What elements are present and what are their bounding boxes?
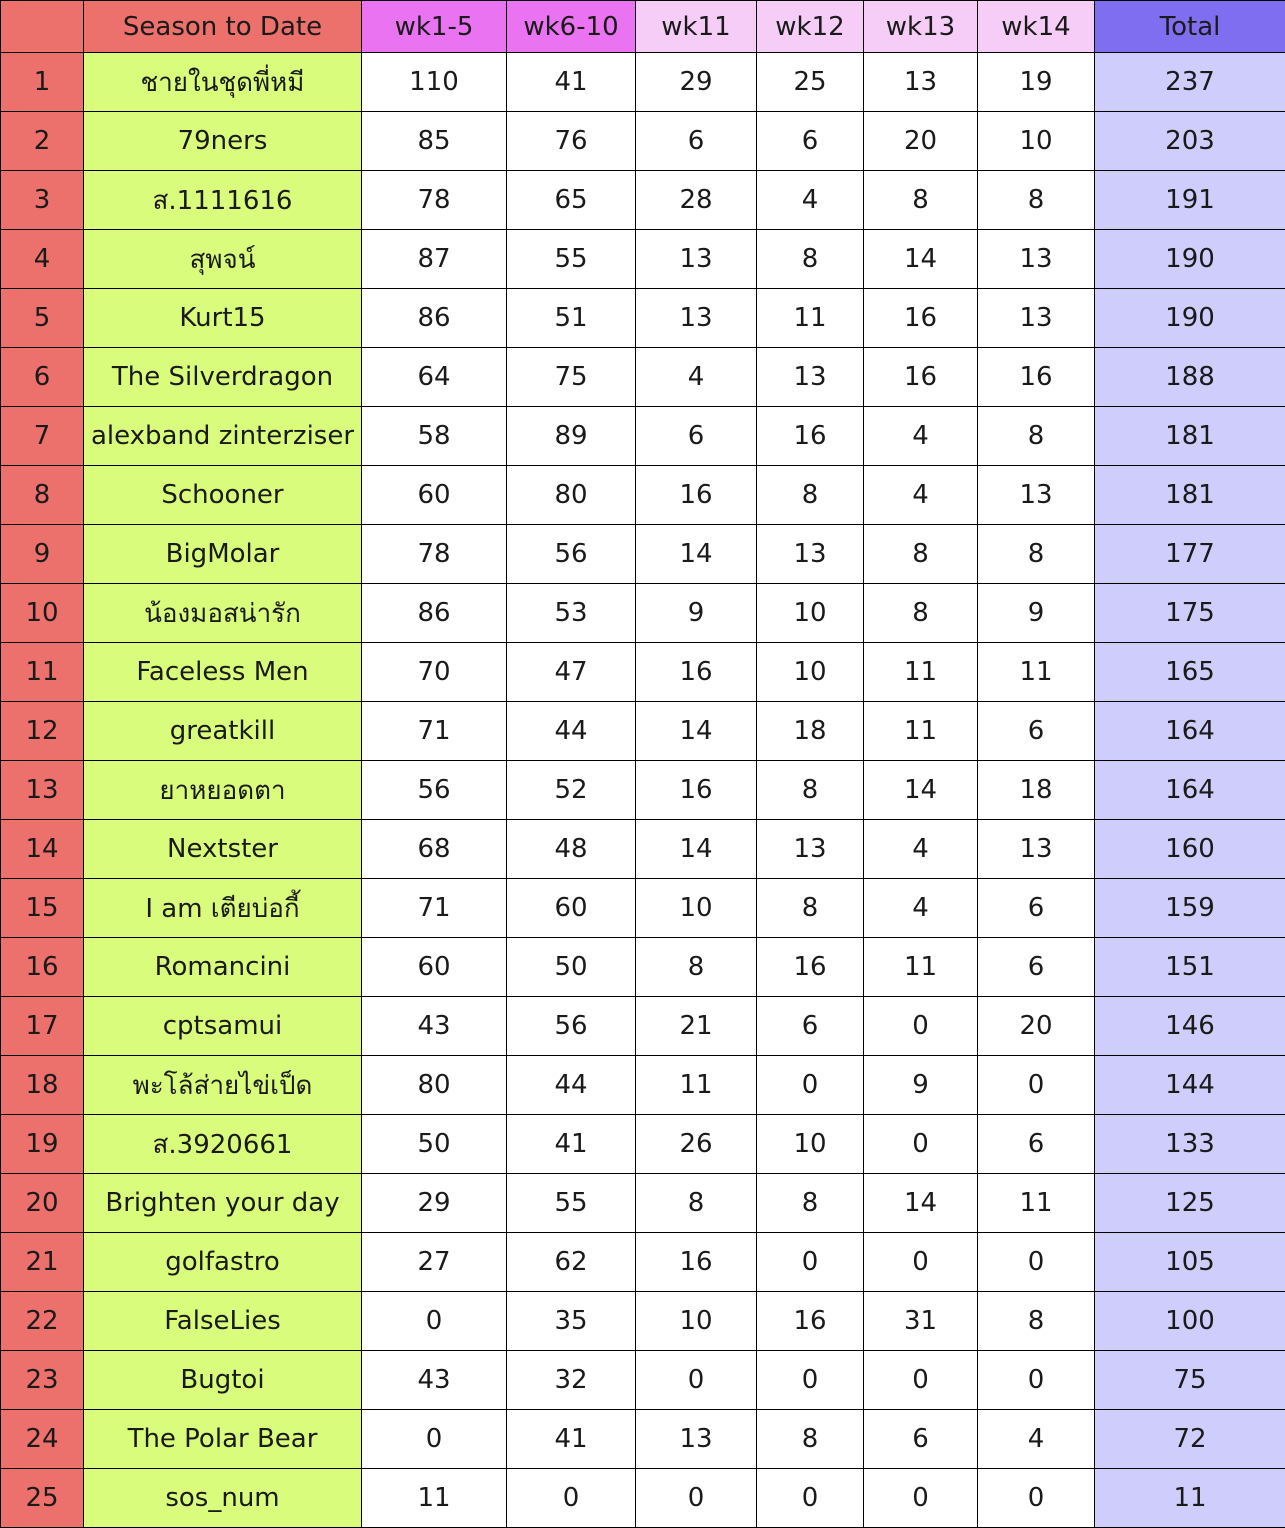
wk11-score-cell: 14	[636, 702, 757, 761]
rank-cell: 17	[1, 997, 84, 1056]
table-row	[1, 348, 1285, 407]
wk6-10-score-cell: 41	[507, 53, 636, 112]
wk11-score-cell: 16	[636, 1233, 757, 1292]
total-cell: 144	[1095, 1056, 1285, 1115]
wk6-10-score-cell: 56	[507, 997, 636, 1056]
total-cell: 191	[1095, 171, 1285, 230]
rank-cell: 2	[1, 112, 84, 171]
rank-cell: 11	[1, 643, 84, 702]
table-row	[1, 466, 1285, 525]
table-row	[1, 761, 1285, 820]
wk6-10-score-cell: 55	[507, 1174, 636, 1233]
total-cell: 75	[1095, 1351, 1285, 1410]
team-name-cell: Brighten your day	[84, 1174, 362, 1233]
wk11-score-cell: 16	[636, 466, 757, 525]
wk1-5-score-cell: 50	[362, 1115, 507, 1174]
wk12-score-cell: 8	[757, 466, 864, 525]
team-name-cell: Bugtoi	[84, 1351, 362, 1410]
wk12-score-cell: 13	[757, 348, 864, 407]
wk12-score-cell: 8	[757, 761, 864, 820]
wk14-score-cell: 8	[978, 1292, 1095, 1351]
wk12-score-cell: 25	[757, 53, 864, 112]
table-row	[1, 289, 1285, 348]
total-cell: 190	[1095, 289, 1285, 348]
wk12-score-cell: 4	[757, 171, 864, 230]
table-row	[1, 1056, 1285, 1115]
total-cell: 164	[1095, 702, 1285, 761]
team-name-cell: BigMolar	[84, 525, 362, 584]
wk6-10-score-cell: 44	[507, 1056, 636, 1115]
wk1-5-score-cell: 85	[362, 112, 507, 171]
total-cell: 160	[1095, 820, 1285, 879]
table-row	[1, 1469, 1285, 1528]
wk1-5-score-cell: 60	[362, 938, 507, 997]
wk1-5-score-cell: 78	[362, 525, 507, 584]
team-name-cell: ชายในชุดพี่หมี	[84, 53, 362, 112]
wk12-score-cell: 0	[757, 1351, 864, 1410]
table-body	[1, 53, 1285, 1528]
wk12-score-cell: 16	[757, 407, 864, 466]
rank-cell: 3	[1, 171, 84, 230]
total-cell: 11	[1095, 1469, 1285, 1528]
team-name-cell: greatkill	[84, 702, 362, 761]
total-header: Total	[1095, 1, 1285, 53]
table-row	[1, 1292, 1285, 1351]
wk12-score-cell: 11	[757, 289, 864, 348]
wk11-score-cell: 10	[636, 1292, 757, 1351]
rank-cell: 8	[1, 466, 84, 525]
wk14-score-cell: 18	[978, 761, 1095, 820]
wk12-score-cell: 6	[757, 997, 864, 1056]
wk6-10-score-cell: 60	[507, 879, 636, 938]
total-cell: 105	[1095, 1233, 1285, 1292]
wk14-score-cell: 9	[978, 584, 1095, 643]
team-name-cell: FalseLies	[84, 1292, 362, 1351]
wk1-5-score-cell: 64	[362, 348, 507, 407]
wk14-score-cell: 0	[978, 1056, 1095, 1115]
team-name-cell: Romancini	[84, 938, 362, 997]
wk11-score-cell: 29	[636, 53, 757, 112]
wk14-score-cell: 13	[978, 289, 1095, 348]
rank-cell: 18	[1, 1056, 84, 1115]
season-to-date-header: Season to Date	[84, 1, 362, 53]
wk13-score-cell: 6	[864, 1410, 978, 1469]
rank-cell: 9	[1, 525, 84, 584]
wk12-score-cell: 0	[757, 1469, 864, 1528]
wk11-score-cell: 14	[636, 820, 757, 879]
wk11-score-cell: 13	[636, 1410, 757, 1469]
wk11-score-cell: 6	[636, 112, 757, 171]
table-row	[1, 1233, 1285, 1292]
wk13-score-cell: 11	[864, 938, 978, 997]
wk14-score-cell: 0	[978, 1469, 1095, 1528]
team-name-cell: Schooner	[84, 466, 362, 525]
wk11-score-cell: 21	[636, 997, 757, 1056]
wk13-score-cell: 0	[864, 1233, 978, 1292]
wk14-score-cell: 6	[978, 702, 1095, 761]
wk1-5-score-cell: 87	[362, 230, 507, 289]
wk14-score-cell: 19	[978, 53, 1095, 112]
wk11-score-cell: 16	[636, 761, 757, 820]
wk1-5-score-cell: 60	[362, 466, 507, 525]
total-cell: 133	[1095, 1115, 1285, 1174]
rank-cell: 25	[1, 1469, 84, 1528]
total-cell: 203	[1095, 112, 1285, 171]
wk11-score-cell: 11	[636, 1056, 757, 1115]
wk14-score-cell: 6	[978, 1115, 1095, 1174]
wk14-score-cell: 11	[978, 1174, 1095, 1233]
total-cell: 177	[1095, 525, 1285, 584]
rank-cell: 16	[1, 938, 84, 997]
wk6-10-score-cell: 76	[507, 112, 636, 171]
wk11-header: wk11	[636, 1, 757, 53]
wk13-score-cell: 0	[864, 1351, 978, 1410]
rank-cell: 19	[1, 1115, 84, 1174]
wk6-10-score-cell: 47	[507, 643, 636, 702]
rank-header	[1, 1, 84, 53]
wk6-10-score-cell: 80	[507, 466, 636, 525]
wk1-5-score-cell: 11	[362, 1469, 507, 1528]
wk6-10-score-cell: 50	[507, 938, 636, 997]
wk1-5-score-cell: 86	[362, 289, 507, 348]
wk13-score-cell: 0	[864, 997, 978, 1056]
wk1-5-score-cell: 27	[362, 1233, 507, 1292]
team-name-cell: Kurt15	[84, 289, 362, 348]
rank-cell: 24	[1, 1410, 84, 1469]
wk6-10-score-cell: 51	[507, 289, 636, 348]
wk6-10-score-cell: 62	[507, 1233, 636, 1292]
total-cell: 151	[1095, 938, 1285, 997]
wk1-5-score-cell: 0	[362, 1410, 507, 1469]
wk6-10-score-cell: 0	[507, 1469, 636, 1528]
wk14-score-cell: 8	[978, 525, 1095, 584]
table-row	[1, 112, 1285, 171]
wk11-score-cell: 9	[636, 584, 757, 643]
rank-cell: 5	[1, 289, 84, 348]
total-cell: 175	[1095, 584, 1285, 643]
wk6-10-score-cell: 48	[507, 820, 636, 879]
wk12-score-cell: 8	[757, 879, 864, 938]
wk6-10-score-cell: 55	[507, 230, 636, 289]
team-name-cell: cptsamui	[84, 997, 362, 1056]
team-name-cell: 79ners	[84, 112, 362, 171]
table-row	[1, 702, 1285, 761]
wk13-score-cell: 8	[864, 525, 978, 584]
wk1-5-score-cell: 68	[362, 820, 507, 879]
team-name-cell: I am เตียบ่อกี้	[84, 879, 362, 938]
total-cell: 100	[1095, 1292, 1285, 1351]
wk12-score-cell: 8	[757, 1410, 864, 1469]
wk13-header: wk13	[864, 1, 978, 53]
wk13-score-cell: 16	[864, 348, 978, 407]
wk12-score-cell: 16	[757, 1292, 864, 1351]
wk12-score-cell: 8	[757, 1174, 864, 1233]
team-name-cell: sos_num	[84, 1469, 362, 1528]
wk14-score-cell: 6	[978, 938, 1095, 997]
wk1-5-score-cell: 0	[362, 1292, 507, 1351]
wk14-score-cell: 6	[978, 879, 1095, 938]
wk13-score-cell: 4	[864, 820, 978, 879]
rank-cell: 14	[1, 820, 84, 879]
wk13-score-cell: 20	[864, 112, 978, 171]
wk11-score-cell: 4	[636, 348, 757, 407]
table-row	[1, 879, 1285, 938]
table-row	[1, 525, 1285, 584]
wk13-score-cell: 11	[864, 643, 978, 702]
wk13-score-cell: 14	[864, 1174, 978, 1233]
total-cell: 190	[1095, 230, 1285, 289]
wk11-score-cell: 14	[636, 525, 757, 584]
rank-cell: 4	[1, 230, 84, 289]
wk14-score-cell: 8	[978, 171, 1095, 230]
wk6-10-score-cell: 65	[507, 171, 636, 230]
wk6-10-score-cell: 52	[507, 761, 636, 820]
wk1-5-score-cell: 29	[362, 1174, 507, 1233]
wk1-5-score-cell: 80	[362, 1056, 507, 1115]
wk12-score-cell: 10	[757, 584, 864, 643]
wk1-5-header: wk1-5	[362, 1, 507, 53]
wk6-10-header: wk6-10	[507, 1, 636, 53]
table-row	[1, 53, 1285, 112]
table-row	[1, 997, 1285, 1056]
wk12-score-cell: 13	[757, 525, 864, 584]
team-name-cell: พะโล้ส่ายไข่เป็ด	[84, 1056, 362, 1115]
wk13-score-cell: 4	[864, 466, 978, 525]
rank-cell: 15	[1, 879, 84, 938]
wk14-score-cell: 16	[978, 348, 1095, 407]
wk11-score-cell: 0	[636, 1469, 757, 1528]
rank-cell: 10	[1, 584, 84, 643]
rank-cell: 23	[1, 1351, 84, 1410]
table-row	[1, 1410, 1285, 1469]
team-name-cell: Nextster	[84, 820, 362, 879]
wk13-score-cell: 31	[864, 1292, 978, 1351]
wk13-score-cell: 0	[864, 1115, 978, 1174]
wk14-score-cell: 0	[978, 1351, 1095, 1410]
total-cell: 146	[1095, 997, 1285, 1056]
wk11-score-cell: 13	[636, 230, 757, 289]
team-name-cell: Faceless Men	[84, 643, 362, 702]
team-name-cell: ส.1111616	[84, 171, 362, 230]
wk13-score-cell: 9	[864, 1056, 978, 1115]
table-row	[1, 171, 1285, 230]
table-row	[1, 230, 1285, 289]
rank-cell: 12	[1, 702, 84, 761]
total-cell: 181	[1095, 407, 1285, 466]
wk12-score-cell: 16	[757, 938, 864, 997]
header-row	[1, 1, 1285, 53]
wk1-5-score-cell: 70	[362, 643, 507, 702]
total-cell: 165	[1095, 643, 1285, 702]
wk1-5-score-cell: 56	[362, 761, 507, 820]
wk1-5-score-cell: 86	[362, 584, 507, 643]
wk14-score-cell: 20	[978, 997, 1095, 1056]
team-name-cell: The Silverdragon	[84, 348, 362, 407]
rank-cell: 22	[1, 1292, 84, 1351]
wk11-score-cell: 8	[636, 938, 757, 997]
wk13-score-cell: 14	[864, 230, 978, 289]
wk1-5-score-cell: 78	[362, 171, 507, 230]
team-name-cell: ยาหยอดตา	[84, 761, 362, 820]
total-cell: 181	[1095, 466, 1285, 525]
total-cell: 125	[1095, 1174, 1285, 1233]
rank-cell: 6	[1, 348, 84, 407]
rank-cell: 13	[1, 761, 84, 820]
team-name-cell: alexband zinterziser	[84, 407, 362, 466]
wk13-score-cell: 8	[864, 171, 978, 230]
wk13-score-cell: 8	[864, 584, 978, 643]
table-row	[1, 820, 1285, 879]
wk14-score-cell: 10	[978, 112, 1095, 171]
wk1-5-score-cell: 71	[362, 879, 507, 938]
table-row	[1, 584, 1285, 643]
wk1-5-score-cell: 110	[362, 53, 507, 112]
table-row	[1, 1351, 1285, 1410]
total-cell: 188	[1095, 348, 1285, 407]
wk12-score-cell: 18	[757, 702, 864, 761]
wk12-score-cell: 0	[757, 1056, 864, 1115]
rank-cell: 1	[1, 53, 84, 112]
wk13-score-cell: 4	[864, 879, 978, 938]
table-row	[1, 643, 1285, 702]
rank-cell: 20	[1, 1174, 84, 1233]
wk6-10-score-cell: 53	[507, 584, 636, 643]
wk14-score-cell: 11	[978, 643, 1095, 702]
wk6-10-score-cell: 75	[507, 348, 636, 407]
wk11-score-cell: 26	[636, 1115, 757, 1174]
wk1-5-score-cell: 43	[362, 1351, 507, 1410]
total-cell: 159	[1095, 879, 1285, 938]
wk1-5-score-cell: 71	[362, 702, 507, 761]
wk11-score-cell: 13	[636, 289, 757, 348]
wk1-5-score-cell: 58	[362, 407, 507, 466]
wk1-5-score-cell: 43	[362, 997, 507, 1056]
wk14-header: wk14	[978, 1, 1095, 53]
wk12-score-cell: 13	[757, 820, 864, 879]
team-name-cell: สุพจน์	[84, 230, 362, 289]
wk14-score-cell: 13	[978, 466, 1095, 525]
wk13-score-cell: 16	[864, 289, 978, 348]
total-cell: 237	[1095, 53, 1285, 112]
wk14-score-cell: 13	[978, 820, 1095, 879]
wk14-score-cell: 0	[978, 1233, 1095, 1292]
wk6-10-score-cell: 32	[507, 1351, 636, 1410]
wk12-score-cell: 8	[757, 230, 864, 289]
wk13-score-cell: 11	[864, 702, 978, 761]
wk11-score-cell: 10	[636, 879, 757, 938]
team-name-cell: ส.3920661	[84, 1115, 362, 1174]
wk11-score-cell: 16	[636, 643, 757, 702]
wk12-score-cell: 0	[757, 1233, 864, 1292]
team-name-cell: น้องมอสน่ารัก	[84, 584, 362, 643]
wk6-10-score-cell: 41	[507, 1115, 636, 1174]
team-name-cell: golfastro	[84, 1233, 362, 1292]
wk12-header: wk12	[757, 1, 864, 53]
rank-cell: 21	[1, 1233, 84, 1292]
table-row	[1, 1115, 1285, 1174]
team-name-cell: The Polar Bear	[84, 1410, 362, 1469]
wk11-score-cell: 8	[636, 1174, 757, 1233]
wk13-score-cell: 14	[864, 761, 978, 820]
wk11-score-cell: 6	[636, 407, 757, 466]
total-cell: 164	[1095, 761, 1285, 820]
wk12-score-cell: 10	[757, 643, 864, 702]
wk6-10-score-cell: 44	[507, 702, 636, 761]
wk14-score-cell: 4	[978, 1410, 1095, 1469]
wk6-10-score-cell: 35	[507, 1292, 636, 1351]
table-row	[1, 1174, 1285, 1233]
wk11-score-cell: 0	[636, 1351, 757, 1410]
rank-cell: 7	[1, 407, 84, 466]
wk13-score-cell: 0	[864, 1469, 978, 1528]
wk12-score-cell: 6	[757, 112, 864, 171]
total-cell: 72	[1095, 1410, 1285, 1469]
wk13-score-cell: 4	[864, 407, 978, 466]
wk14-score-cell: 13	[978, 230, 1095, 289]
table-row	[1, 938, 1285, 997]
table-row	[1, 407, 1285, 466]
wk13-score-cell: 13	[864, 53, 978, 112]
wk6-10-score-cell: 56	[507, 525, 636, 584]
wk12-score-cell: 10	[757, 1115, 864, 1174]
wk6-10-score-cell: 89	[507, 407, 636, 466]
wk6-10-score-cell: 41	[507, 1410, 636, 1469]
wk14-score-cell: 8	[978, 407, 1095, 466]
wk11-score-cell: 28	[636, 171, 757, 230]
